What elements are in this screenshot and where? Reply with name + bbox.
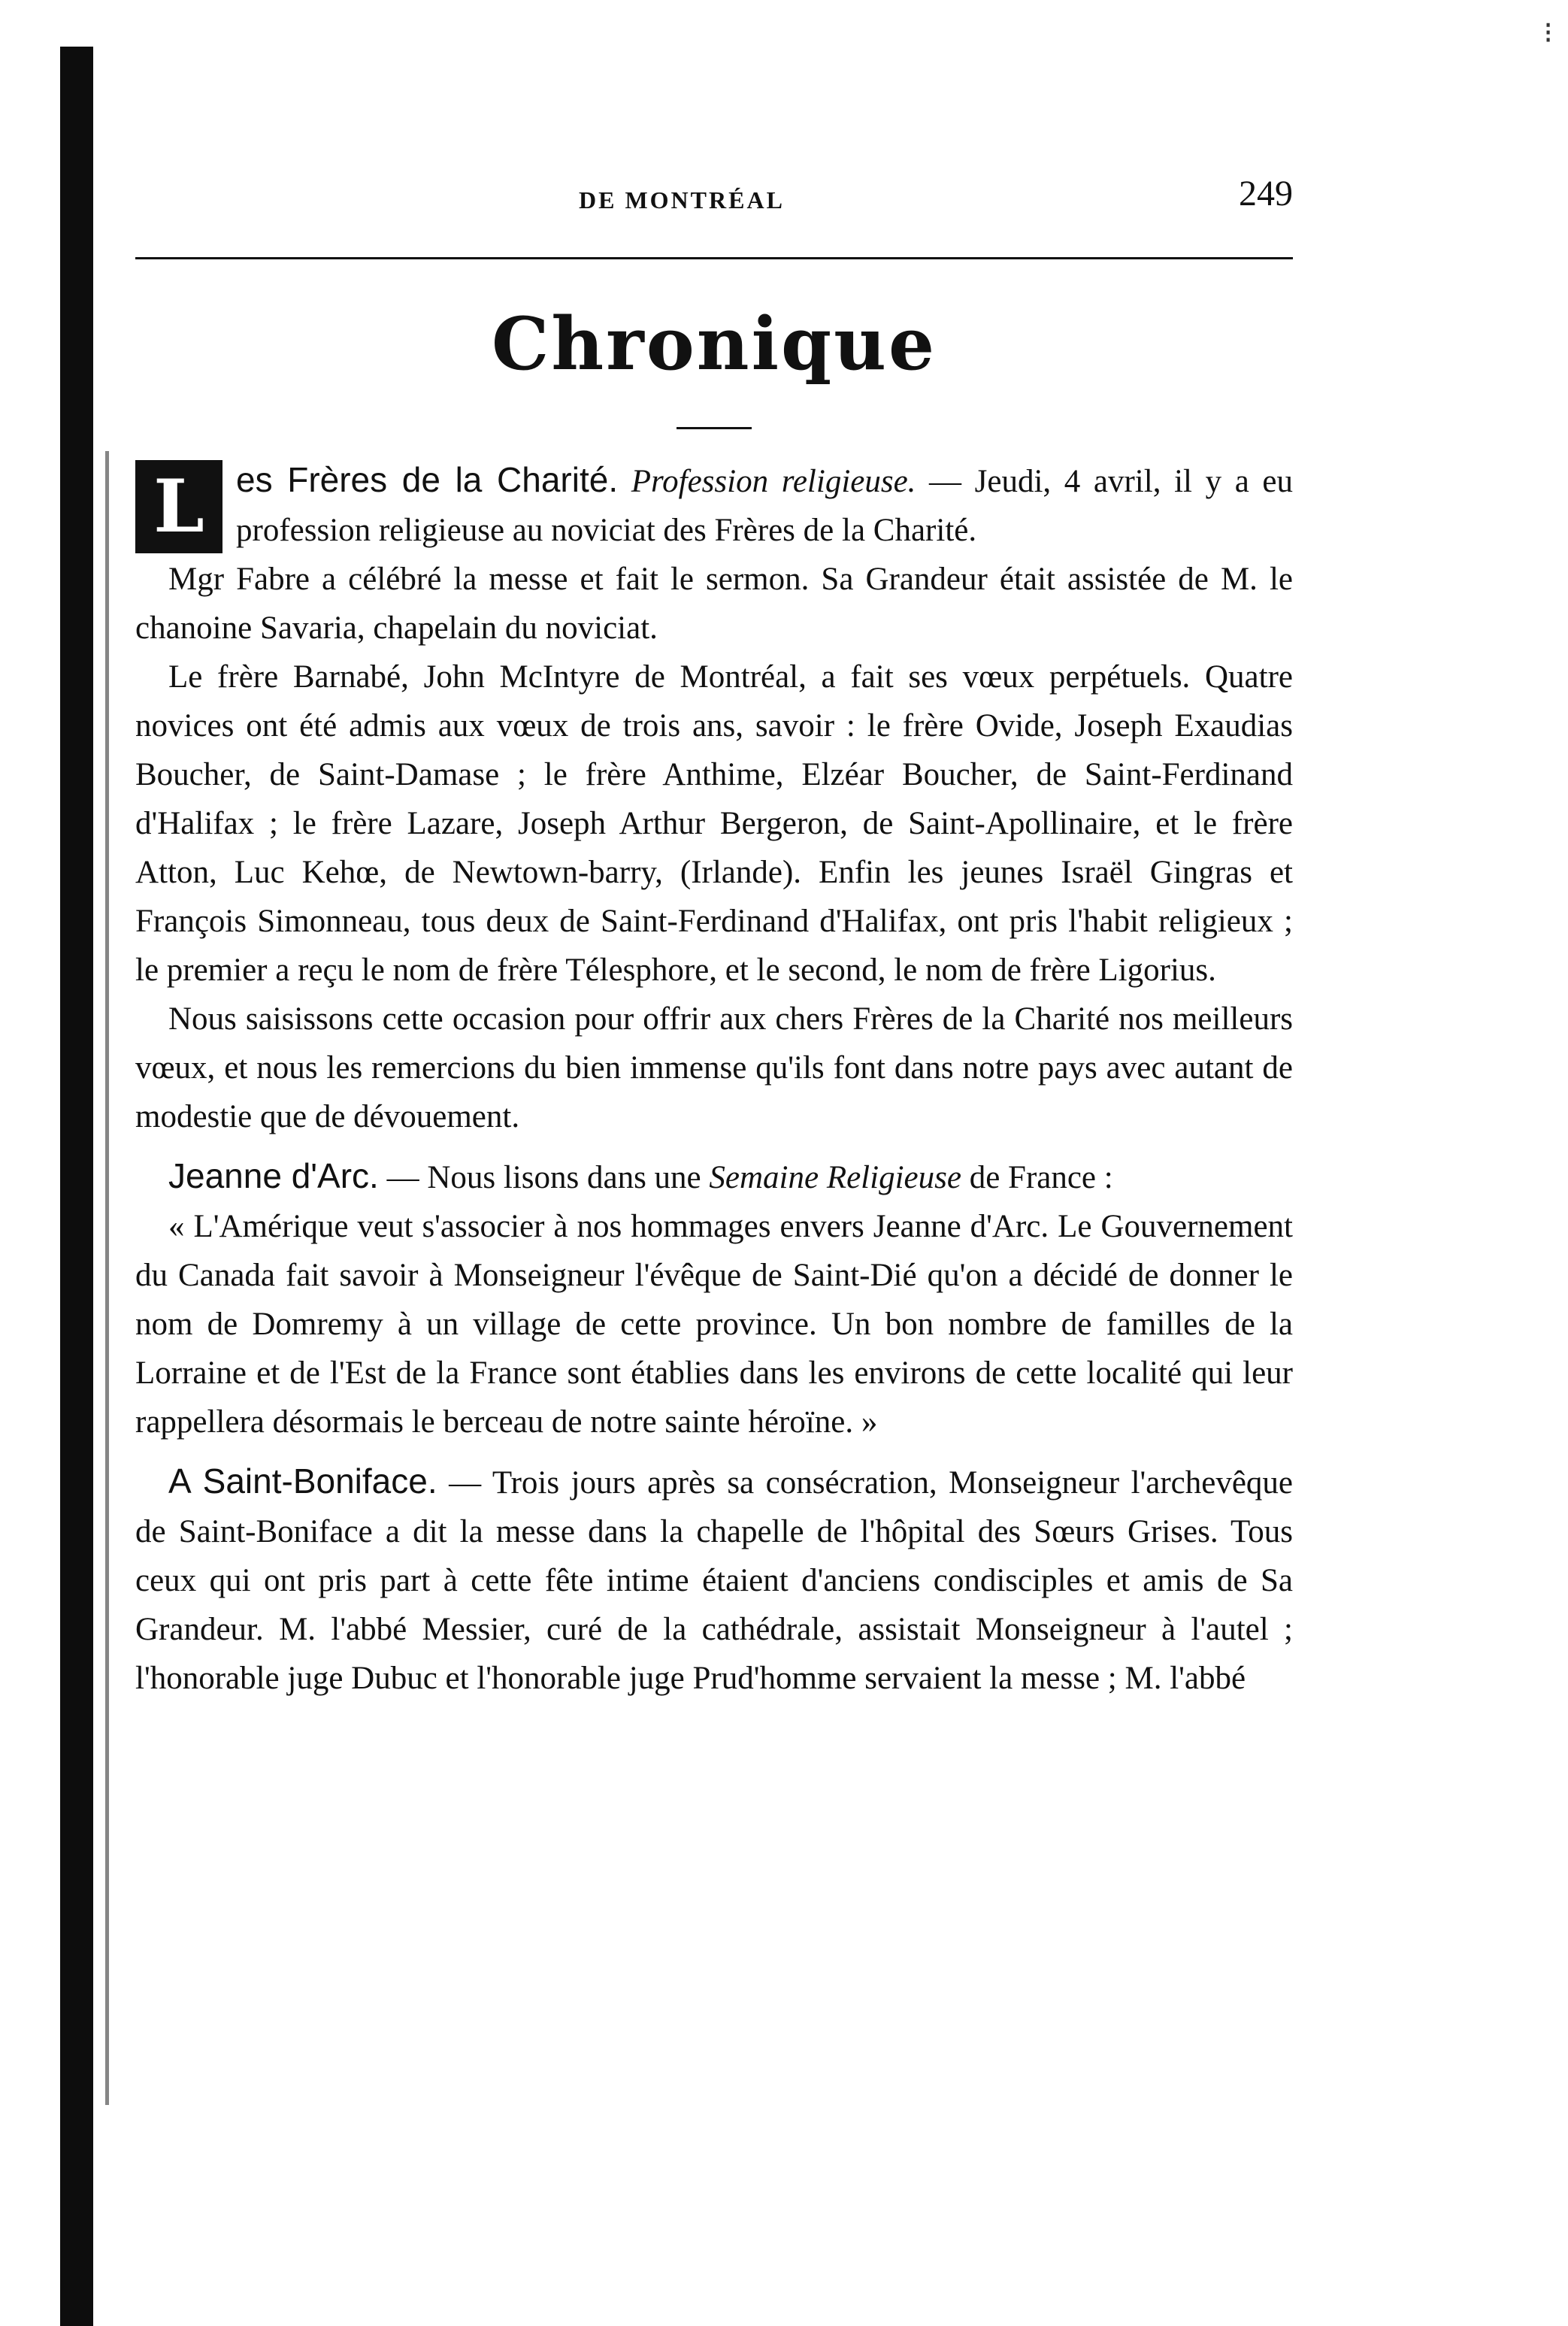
paragraph-saint-boniface — [135, 1457, 1293, 1703]
paragraph-text: — Jeudi, 4 avril, il y a eu profession religieuse au noviciat des Frères de la Charité. — [236, 464, 1293, 548]
running-head — [135, 171, 1293, 224]
italic-subheading: Profession religieuse. — [631, 464, 916, 499]
paragraph-text: de France : — [961, 1160, 1113, 1195]
drop-cap: L — [135, 460, 222, 553]
paragraph-mgr-fabre: Mgr Fabre a célébré la messe et fait le sermon. Sa Grandeur était assistée de M. le chanoine Savaria, chapelain du noviciat. — [135, 562, 1293, 646]
paragraph-freres — [135, 456, 1293, 555]
paragraph-barnabe: Le frère Barnabé, John McIntyre de Montréal, a fait ses vœux perpétuels. Quatre novices ont été admis aux vœux de trois ans, savoir : le frère Ovide, Joseph Exaudias Boucher, de Saint-Damase ; le frère Anthime, Elzéar Boucher, de Saint-Ferdinand d'Halifax ; le frère Lazare, Joseph Arthur Bergeron, de Saint-Apollinaire, et le frère Atton, Luc Kehœ, de Newtown-barry, (Irlande). Enfin les jeunes Israël Gingras et François Simonneau, tous deux de Saint-Ferdinand d'Halifax, ont pris l'habit religieux ; le premier a reçu le nom de frère Télesphore, et le second, le nom de frère Ligorius. — [135, 659, 1293, 988]
paragraph-remerciements: Nous saisissons cette occasion pour offrir aux chers Frères de la Charité nos meilleurs vœux, et nous les remercions du bien immense qu'ils font dans notre pays avec autant de modestie que de dévouement. — [135, 1001, 1293, 1134]
paragraph-jeanne-darc — [135, 1152, 1293, 1202]
paragraph-heading: Jeanne d'Arc. — [168, 1156, 379, 1195]
article-body — [135, 456, 1293, 1703]
book-binding-shadow — [60, 47, 93, 2326]
margin-marks: ⁝ — [1543, 16, 1553, 50]
italic-title: Semaine Religieuse — [709, 1160, 961, 1195]
binding-edge-line — [105, 451, 109, 2105]
paragraph-heading: es Frères de la Charité. — [236, 460, 619, 499]
paragraph-heading: A Saint-Boniface. — [168, 1461, 437, 1501]
running-head-title: DE MONTRÉAL — [579, 186, 785, 214]
paragraph-quote-amerique: « L'Amérique veut s'associer à nos hommages envers Jeanne d'Arc. Le Gouvernement du Canada fait savoir à Monseigneur l'évêque de Saint-Dié qu'on a décidé de donner le nom de Domremy à un village de cette province. Un bon nombre de familles de la Lorraine et de l'Est de la France sont établies dans les environs de cette localité qui leur rappellera désormais le berceau de notre sainte héroïne. » — [135, 1209, 1293, 1440]
section-title: Chronique — [491, 301, 937, 386]
header-rule — [135, 257, 1293, 259]
book-page — [135, 0, 1293, 2326]
paragraph-text: — Trois jours après sa consécration, Monseigneur l'archevêque de Saint-Boniface a dit la messe dans la chapelle de l'hôpital des Sœurs Grises. Tous ceux qui ont pris part à cette fête intime étaient d'anciens condisciples et amis de Sa Grandeur. M. l'abbé Messier, curé de la cathédrale, assistait Monseigneur à l'autel ; l'honorable juge Dubuc et l'honorable juge Prud'homme servaient la messe ; M. l'abbé — [135, 1465, 1294, 1696]
page-number: 249 — [1239, 174, 1293, 214]
title-rule — [677, 427, 752, 429]
paragraph-text: — Nous lisons dans une — [378, 1160, 710, 1195]
